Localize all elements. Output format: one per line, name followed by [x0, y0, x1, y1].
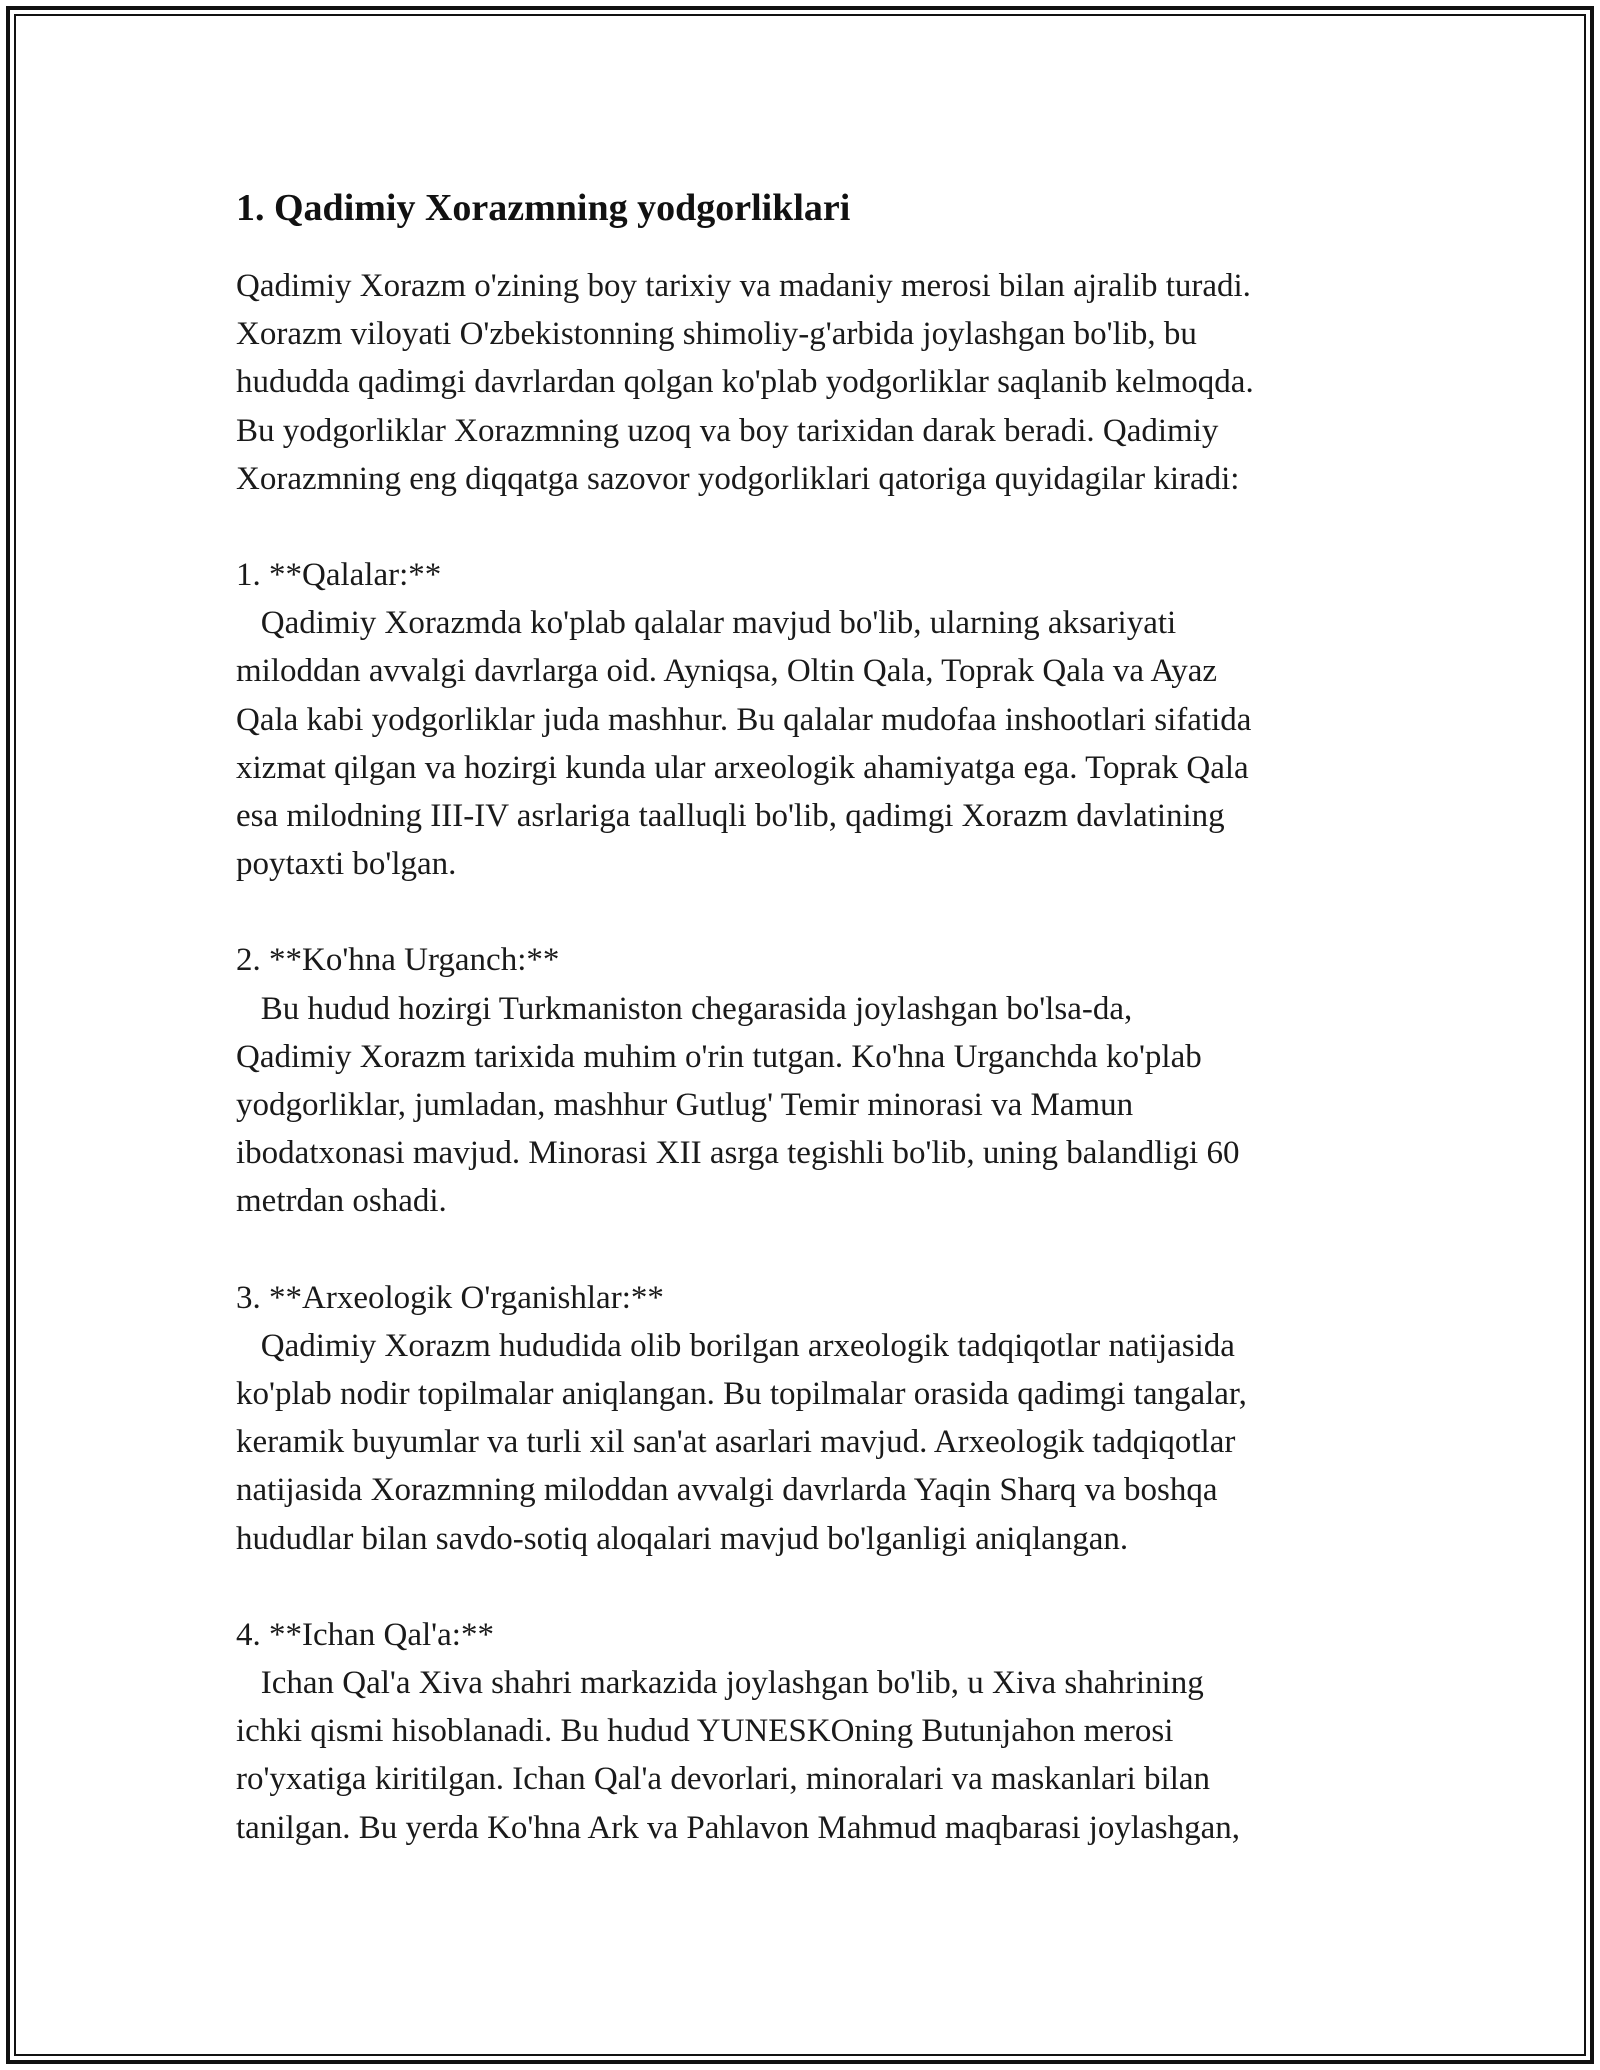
section-arxeologik [236, 1274, 1386, 1563]
section-kohna-urganch [236, 936, 1386, 1225]
section-qalalar [236, 551, 1386, 888]
section-ichan-qala [236, 1611, 1386, 1852]
section-heading: 3. **Arxeologik O'rganishlar:** [236, 1279, 664, 1316]
document-page [236, 184, 1386, 1852]
section-body: Qadimiy Xorazm hududida olib borilgan arxeologik tadqiqotlar natijasida ko'plab nodir topilmalar aniqlangan. Bu topilmalar orasida qadimgi tangalar, keramik buyumlar va turli xil san'at asarlari mavjud. Arxeologik tadqiqotlar natijasida Xorazmning miloddan avvalgi davrlarda Yaqin Sharq va boshqa hududlar bilan savdo-sotiq aloqalari mavjud bo'lganligi aniqlangan. [236, 1327, 1247, 1557]
document-title: 1. Qadimiy Xorazmning yodgorliklari [236, 187, 851, 229]
section-heading: 2. **Ko'hna Urganch:** [236, 942, 560, 979]
section-body: Qadimiy Xorazmda ko'plab qalalar mavjud bo'lib, ularning aksariyati miloddan avvalgi davrlarga oid. Ayniqsa, Oltin Qala, Toprak Qala va Ayaz Qala kabi yodgorliklar juda mashhur. Bu qalalar mudofaa inshootlari sifatida xizmat qilgan va hozirgi kunda ular arxeologik ahamiyatga ega. Toprak Qala esa milodning III-IV asrlariga taalluqli bo'lib, qadimgi Xorazm davlatining poytaxti bo'lgan. [236, 605, 1252, 883]
section-heading: 4. **Ichan Qal'a:** [236, 1616, 494, 1653]
intro-paragraph: Qadimiy Xorazm o'zining boy tarixiy va madaniy merosi bilan ajralib turadi. Xorazm viloyati O'zbekistonning shimoliy-g'arbida joylashgan bo'lib, bu hududda qadimgi davrlardan qolgan ko'plab yodgorliklar saqlanib kelmoqda. Bu yodgorliklar Xorazmning uzoq va boy tarixidan darak beradi. Qadimiy Xorazmning eng diqqatga sazovor yodgorliklari qatoriga quyidagilar kiradi: [236, 268, 1254, 497]
section-body: Ichan Qal'a Xiva shahri markazida joylashgan bo'lib, u Xiva shahrining ichki qismi hisoblanadi. Bu hudud YUNESKOning Butunjahon merosi ro'yxatiga kiritilgan. Ichan Qal'a devorlari, minoralari va maskanlari bilan tanilgan. Bu yerda Ko'hna Ark va Pahlavon Mahmud maqbarasi joylashgan, [236, 1665, 1240, 1846]
section-heading: 1. **Qalalar:** [236, 557, 442, 594]
section-body: Bu hudud hozirgi Turkmaniston chegarasida joylashgan bo'lsa-da, Qadimiy Xorazm tarixida muhim o'rin tutgan. Ko'hna Urganchda ko'plab yodgorliklar, jumladan, mashhur Gutlug' Temir minorasi va Mamun ibodatxonasi mavjud. Minorasi XII asrga tegishli bo'lib, uning balandligi 60 metrdan oshadi. [236, 990, 1240, 1220]
